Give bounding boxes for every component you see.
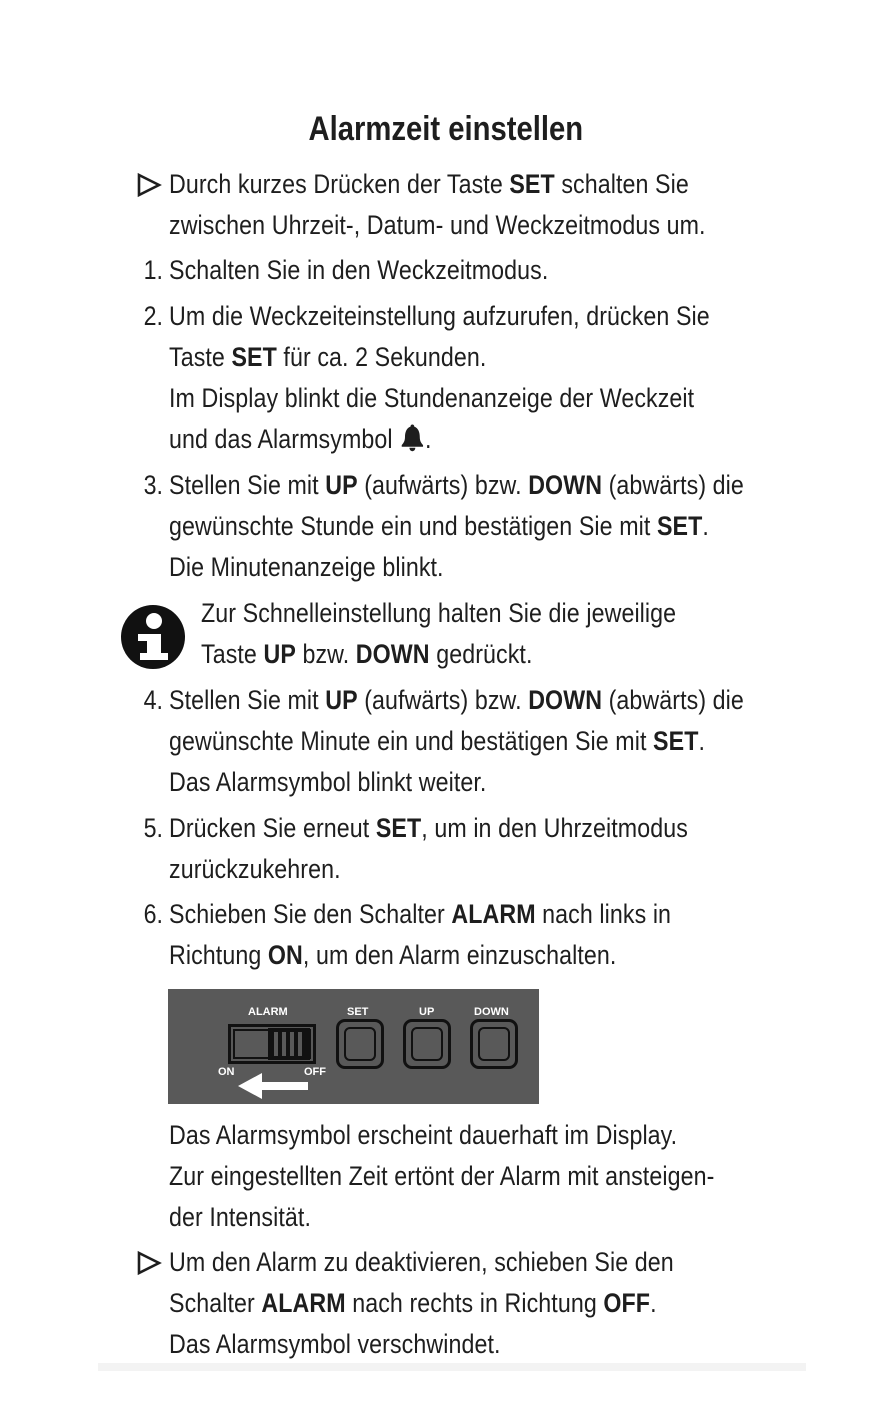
step-3-line-3: Die Minutenanzeige blinkt.	[169, 552, 444, 582]
step-5-line-1	[169, 808, 688, 848]
text: , um in den Uhrzeitmodus	[421, 813, 688, 843]
text: (aufwärts) bzw.	[357, 470, 529, 500]
panel-label-up: UP	[419, 1006, 435, 1018]
step-4-line-1	[169, 680, 744, 720]
text: Drücken Sie erneut	[169, 813, 376, 843]
text: Stellen Sie mit	[169, 685, 326, 715]
intro-line-2: zwischen Uhrzeit-, Datum- und Weckzeitmodus um.	[169, 210, 706, 240]
step-3-line-1	[169, 465, 744, 505]
text: und das Alarmsymbol	[169, 424, 400, 454]
text: gewünschte Stunde ein und bestätigen Sie mit	[169, 511, 657, 541]
step-2-line-4	[169, 419, 432, 459]
step-number: 4.	[143, 685, 163, 715]
step-number: 1.	[143, 255, 163, 285]
text: Taste	[201, 639, 264, 669]
label-off: OFF	[603, 1288, 651, 1318]
text: .	[702, 511, 709, 541]
info-line-2	[201, 634, 532, 674]
key-alarm: ALARM	[451, 899, 536, 929]
text: Schieben Sie den Schalter	[169, 899, 452, 929]
down-button	[470, 1019, 518, 1069]
page-bottom-edge	[98, 1363, 806, 1371]
key-down: DOWN	[528, 685, 603, 715]
text: gedrückt.	[429, 639, 533, 669]
text: Taste	[169, 342, 232, 372]
text: Schalter	[169, 1288, 262, 1318]
step-4-line-3: Das Alarmsymbol blinkt weiter.	[169, 767, 487, 797]
arrow-left-icon	[236, 1071, 312, 1101]
text: , um den Alarm einzuschalten.	[302, 940, 617, 970]
key-up: UP	[325, 470, 358, 500]
key-set: SET	[656, 511, 703, 541]
after-line-1: Das Alarmsymbol erscheint dauerhaft im Display.	[169, 1120, 678, 1150]
step-2-line-1: Um die Weckzeiteinstellung aufzurufen, drücken Sie	[169, 301, 710, 331]
step-number: 2.	[143, 301, 163, 331]
deactivate-line-2	[169, 1283, 657, 1323]
set-button	[336, 1019, 384, 1069]
deactivate-line-3: Das Alarmsymbol verschwindet.	[169, 1329, 501, 1359]
panel-label-set: SET	[347, 1006, 369, 1018]
step-1-text: Schalten Sie in den Weckzeitmodus.	[169, 255, 549, 285]
alarm-slide-switch	[228, 1024, 316, 1064]
text: .	[698, 726, 706, 756]
key-set: SET	[653, 726, 699, 756]
triangle-bullet-icon	[136, 172, 162, 198]
intro-line-1	[169, 164, 689, 204]
key-up: UP	[325, 685, 358, 715]
key-up: UP	[263, 639, 296, 669]
text: .	[424, 424, 432, 454]
info-icon	[120, 604, 186, 670]
after-line-3: der Intensität.	[169, 1202, 311, 1232]
step-number: 3.	[143, 470, 163, 500]
bell-icon	[399, 422, 425, 452]
step-number: 6.	[143, 899, 163, 929]
step-number: 5.	[143, 813, 163, 843]
text: (abwärts) die	[602, 470, 744, 500]
text: .	[650, 1288, 657, 1318]
text: Stellen Sie mit	[169, 470, 326, 500]
key-set: SET	[509, 169, 555, 199]
text: nach rechts in Richtung	[345, 1288, 604, 1318]
step-4-line-2	[169, 721, 705, 761]
panel-label-off: OFF	[304, 1066, 326, 1078]
key-alarm: ALARM	[261, 1288, 346, 1318]
panel-label-on: ON	[218, 1066, 235, 1078]
step-2-line-3: Im Display blinkt die Stundenanzeige der Weckzeit	[169, 383, 695, 413]
text: (abwärts) die	[602, 685, 744, 715]
panel-label-down: DOWN	[474, 1006, 509, 1018]
key-down: DOWN	[355, 639, 430, 669]
text: für ca. 2 Sekunden.	[276, 342, 487, 372]
key-set: SET	[231, 342, 277, 372]
key-down: DOWN	[528, 470, 603, 500]
text: (aufwärts) bzw.	[357, 685, 529, 715]
triangle-bullet-icon	[136, 1250, 162, 1276]
panel-label-alarm: ALARM	[248, 1006, 288, 1018]
up-button	[403, 1019, 451, 1069]
info-line-1: Zur Schnelleinstellung halten Sie die jeweilige	[201, 598, 677, 628]
key-set: SET	[375, 813, 422, 843]
after-line-2: Zur eingestellten Zeit ertönt der Alarm mit ansteigen-	[169, 1161, 715, 1191]
step-5-line-2: zurückzukehren.	[169, 854, 341, 884]
text: bzw.	[295, 639, 356, 669]
step-2-line-2	[169, 337, 486, 377]
page-title: Alarmzeit einstellen	[308, 110, 584, 148]
text: Richtung	[169, 940, 268, 970]
label-on: ON	[267, 940, 303, 970]
text: gewünschte Minute ein und bestätigen Sie mit	[169, 726, 654, 756]
deactivate-line-1: Um den Alarm zu deaktivieren, schieben Sie den	[169, 1247, 674, 1277]
text: Durch kurzes Drücken der Taste	[169, 169, 510, 199]
step-6-line-2	[169, 935, 616, 975]
text: nach links in	[535, 899, 672, 929]
step-3-line-2	[169, 506, 709, 546]
text: schalten Sie	[554, 169, 689, 199]
step-6-line-1	[169, 894, 671, 934]
